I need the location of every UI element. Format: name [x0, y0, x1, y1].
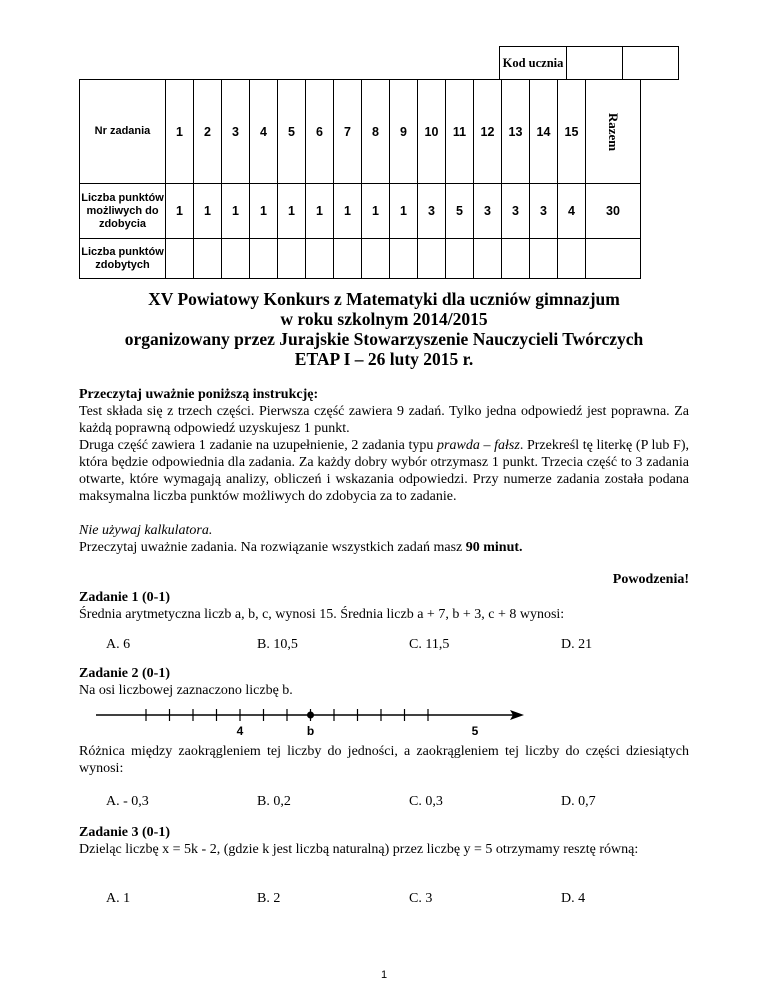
row-label-points-possible: Liczba punktów możliwych do zdobycia — [80, 184, 166, 239]
points-possible: 1 — [362, 184, 390, 239]
instructions-time-value: 90 minut. — [465, 540, 523, 555]
points-earned-cell[interactable] — [166, 239, 194, 279]
points-earned-cell[interactable] — [530, 239, 558, 279]
instructions-p2-italic: prawda – fałsz — [437, 438, 520, 453]
instructions-p2-part-a: Druga część zawiera 1 zadanie na uzupełnienie, 2 zadania typu — [79, 438, 438, 453]
points-possible: 5 — [446, 184, 474, 239]
task-3-title: Zadanie 3 (0-1) — [79, 825, 170, 840]
points-total: 30 — [586, 184, 641, 239]
student-code-field-1[interactable] — [567, 47, 623, 80]
instructions-time-text: Przeczytaj uważnie zadania. Na rozwiązanie wszystkich zadań masz — [79, 540, 466, 555]
points-possible: 1 — [250, 184, 278, 239]
title-line-3: organizowany przez Jurajskie Stowarzyszenie Nauczycieli Twórczych — [124, 329, 644, 349]
points-possible: 4 — [558, 184, 586, 239]
points-earned-cell[interactable] — [362, 239, 390, 279]
points-earned-cell[interactable] — [222, 239, 250, 279]
points-earned-cell[interactable] — [306, 239, 334, 279]
task-3-answer-a[interactable]: A. 1 — [106, 891, 131, 906]
points-possible: 1 — [194, 184, 222, 239]
title-line-2: w roku szkolnym 2014/2015 — [280, 309, 488, 329]
points-earned-cell[interactable] — [334, 239, 362, 279]
points-possible: 1 — [390, 184, 418, 239]
task-number: 8 — [362, 80, 390, 184]
task-number: 9 — [390, 80, 418, 184]
task-1-text: Średnia arytmetyczna liczb a, b, c, wynosi 15. Średnia liczb a + 7, b + 3, c + 8 wynosi: — [79, 607, 565, 622]
row-label-points-earned: Liczba punktów zdobytych — [80, 239, 166, 279]
razem-label: Razem — [605, 112, 621, 151]
page-number: 1 — [380, 969, 388, 981]
instructions-no-calculator: Nie używaj kalkulatora. — [79, 523, 213, 538]
task-number: 10 — [418, 80, 446, 184]
task-3-answer-d[interactable]: D. 4 — [561, 891, 586, 906]
task-number: 14 — [530, 80, 558, 184]
points-earned-cell[interactable] — [278, 239, 306, 279]
instructions-paragraph-1: Test składa się z trzech części. Pierwsza część zawiera 9 zadań. Tylko jedna odpowiedź jest poprawna. Za każdą poprawną odpowiedź uzyskujesz 1 punkt. — [79, 404, 689, 436]
task-2-answer-c[interactable]: C. 0,3 — [409, 794, 443, 809]
points-possible: 1 — [278, 184, 306, 239]
task-number: 3 — [222, 80, 250, 184]
points-earned-cell[interactable] — [502, 239, 530, 279]
points-possible: 1 — [334, 184, 362, 239]
instructions-heading: Przeczytaj uważnie poniższą instrukcję: — [79, 387, 319, 402]
points-possible: 1 — [306, 184, 334, 239]
points-possible: 1 — [166, 184, 194, 239]
task-1-title: Zadanie 1 (0-1) — [79, 590, 170, 605]
task-number: 7 — [334, 80, 362, 184]
points-possible: 3 — [418, 184, 446, 239]
task-2-text: Na osi liczbowej zaznaczono liczbę b. — [79, 683, 293, 698]
points-earned-cell[interactable] — [474, 239, 502, 279]
task-2-title: Zadanie 2 (0-1) — [79, 666, 170, 681]
task-number: 6 — [306, 80, 334, 184]
student-code-label: Kod ucznia — [500, 47, 567, 80]
task-number: 15 — [558, 80, 586, 184]
task-number: 12 — [474, 80, 502, 184]
points-possible: 1 — [222, 184, 250, 239]
points-earned-cell[interactable] — [250, 239, 278, 279]
good-luck: Powodzenia! — [612, 572, 689, 587]
score-table — [79, 79, 641, 279]
points-possible: 3 — [474, 184, 502, 239]
point-b-marker — [307, 712, 314, 719]
task-1-answer-b[interactable]: B. 10,5 — [257, 637, 298, 652]
points-earned-cell[interactable] — [390, 239, 418, 279]
task-number: 13 — [502, 80, 530, 184]
task-3-answer-b[interactable]: B. 2 — [257, 891, 281, 906]
instructions-p2-part-c: . Przekreśl tę literkę (P lub F), która będzie odpowiednia dla zadania. Za każdy dobry wybór otrzymasz 1 punkt. Trzecia część to 3 zadania otwarte, które wymagają analizy, obliczeń i wskazania odpowiedzi. Przy numerze zadania została podana maksymalna liczba punktów możliwych do zdobycia za to zadanie. — [79, 438, 690, 504]
row-label-task-number: Nr zadania — [80, 80, 166, 184]
student-code-box — [499, 46, 679, 80]
instructions-paragraph-2 — [79, 437, 689, 505]
student-code-field-2[interactable] — [623, 47, 679, 80]
axis-label-5: 5 — [471, 724, 479, 738]
task-number: 5 — [278, 80, 306, 184]
task-number: 1 — [166, 80, 194, 184]
task-2-answer-b[interactable]: B. 0,2 — [257, 794, 291, 809]
points-earned-cell[interactable] — [558, 239, 586, 279]
task-1-answer-d[interactable]: D. 21 — [561, 637, 593, 652]
points-earned-cell[interactable] — [194, 239, 222, 279]
axis-label-b: b — [306, 724, 315, 738]
task-number: 4 — [250, 80, 278, 184]
points-earned-cell[interactable] — [418, 239, 446, 279]
task-1-answer-a[interactable]: A. 6 — [106, 637, 131, 652]
task-3-text: Dzieląc liczbę x = 5k - 2, (gdzie k jest liczbą naturalną) przez liczbę y = 5 otrzymamy resztę równą: — [79, 842, 639, 857]
points-earned-cell[interactable] — [446, 239, 474, 279]
axis-label-4: 4 — [236, 724, 244, 738]
points-earned-total-cell[interactable] — [586, 239, 641, 279]
title-line-1: XV Powiatowy Konkurs z Matematyki dla uczniów gimnazjum — [148, 289, 620, 309]
razem-header — [586, 80, 641, 184]
instructions-time — [79, 539, 523, 556]
task-2-text-2: Różnica między zaokrągleniem tej liczby do jedności, a zaokrągleniem tej liczby do części dziesiątych wynosi: — [79, 744, 689, 776]
task-number: 2 — [194, 80, 222, 184]
task-2-answer-a[interactable]: A. - 0,3 — [106, 794, 149, 809]
number-line — [96, 705, 536, 739]
points-possible: 3 — [502, 184, 530, 239]
task-1-answer-c[interactable]: C. 11,5 — [409, 637, 450, 652]
points-possible: 3 — [530, 184, 558, 239]
title-line-4: ETAP I – 26 luty 2015 r. — [294, 349, 474, 369]
task-2-answer-d[interactable]: D. 0,7 — [561, 794, 596, 809]
task-number: 11 — [446, 80, 474, 184]
task-3-answer-c[interactable]: C. 3 — [409, 891, 433, 906]
